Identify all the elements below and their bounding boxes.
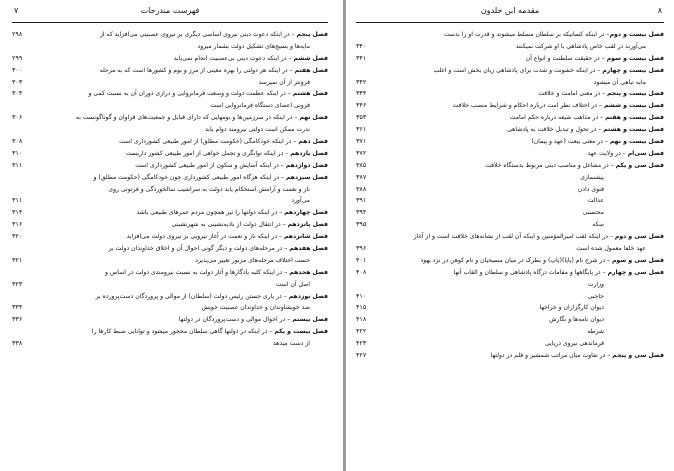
toc-page-number: ۳۷۲ <box>356 148 367 157</box>
toc-entry-text <box>38 88 328 100</box>
toc-page-number: ۳۴۲ <box>356 77 367 86</box>
chapter-heading: فصل بیست و یکم <box>274 328 328 336</box>
chapter-heading: فصل پنجم <box>296 30 328 38</box>
toc-entry <box>356 231 664 243</box>
chapter-heading: فصل سی و سوم <box>611 256 664 264</box>
chapter-description: حاجبی <box>587 292 604 300</box>
chapter-description: – در ولایت عهد <box>587 149 628 157</box>
toc-entry <box>356 207 664 219</box>
toc-page-number: ۴۱۵ <box>356 303 367 312</box>
chapter-description: – در اینکه لقب امیرالمؤمنین و اینکه آن لقب از نشانه‌های خلافت است و از آغاز <box>413 233 615 241</box>
toc-entry-text <box>38 326 328 338</box>
chapter-description: فرماندهی نیروی دریایی <box>544 340 604 348</box>
toc-page-number: ۴۲۲ <box>356 327 367 336</box>
chapter-heading: فصل یازدهم <box>290 149 328 157</box>
toc-entry <box>12 41 328 53</box>
toc-entry-text <box>382 184 664 196</box>
toc-entry-text <box>38 148 328 160</box>
chapter-description: از دست میدهد <box>272 340 310 348</box>
toc-entry-text <box>382 291 664 303</box>
toc-entry <box>356 184 664 196</box>
toc-page-number: ۳۹۱ <box>356 196 367 205</box>
toc-entry <box>12 88 328 100</box>
chapter-description: اصل آن است <box>275 280 310 288</box>
chapter-heading: فصل بیست و دوم <box>609 30 664 38</box>
running-title: فهرست مندرجات <box>140 6 200 15</box>
toc-entry-text <box>382 112 664 124</box>
chapter-description: – در اینکه هر دولتی را بهره معینی از مرز و بوم و کشورها است که به مرحله <box>99 66 295 74</box>
chapter-heading: فصل سی و چهارم <box>607 268 664 276</box>
chapter-description: – در اینکه آسایش و سکون از امور طبیعی کشورداری است <box>135 161 286 169</box>
chapter-description: – در اینکه دولتها را نیز همچون مردم عمرهای طبیعی باشد <box>136 209 285 217</box>
chapter-description: – در اختلاف نظر امت درباره احکام و شرایط منصب خلافت <box>452 102 604 110</box>
toc-page-number: ۴۲۳ <box>356 339 367 348</box>
chapter-heading: فصل سی‌ام <box>627 149 664 157</box>
toc-page-number: ۳۲۳ <box>12 279 23 288</box>
left-page <box>12 0 328 471</box>
chapter-description: عدالت <box>587 197 604 205</box>
toc-entry-text <box>382 350 664 362</box>
toc-page-number: ۴۰۸ <box>356 267 367 276</box>
chapter-heading: فصل بیست و پنجم <box>607 90 664 98</box>
chapter-description: دیوان نامه‌ها و نگارش <box>549 316 604 324</box>
toc-entry-text <box>382 314 664 326</box>
toc-entry-text <box>38 112 328 124</box>
toc-entry <box>356 136 664 148</box>
chapter-heading: فصل نهم <box>299 114 328 122</box>
right-page <box>356 0 664 471</box>
chapter-description: – در مشاغل و مناصب دینی مربوط بدستگاه خلافت <box>485 161 616 169</box>
toc-entry-text <box>382 231 664 243</box>
toc-entry <box>12 184 328 196</box>
page-gutter <box>343 0 346 471</box>
toc-entry <box>12 219 328 231</box>
toc-entry-text <box>38 255 328 267</box>
chapter-heading: فصل دهم <box>298 138 328 145</box>
toc-page-number: ۳۹۶ <box>356 244 367 253</box>
chapter-heading: فصل بیستم <box>292 316 328 324</box>
chapter-heading: فصل دوازدهم <box>285 161 328 169</box>
page-number: ۸ <box>657 6 662 15</box>
toc-entry-text <box>382 77 664 89</box>
toc-page-number: ۲۹۸ <box>12 29 23 38</box>
toc-entry-text <box>38 195 328 207</box>
toc-entry-text <box>38 279 328 291</box>
toc-entry <box>12 291 328 303</box>
toc-entry <box>356 255 664 267</box>
toc-entry <box>12 279 328 291</box>
chapter-description: شرطه <box>587 328 604 336</box>
toc-entry-text <box>382 100 664 112</box>
chapter-description: – در مرحله‌های دولت و دیگر گونی احوال آن و اخلاق خداوندان دولت بر <box>108 245 290 253</box>
chapter-heading: فصل هفتم <box>294 66 328 74</box>
chapter-description: – در حقیقت سلطنت و انواع آن <box>525 54 607 62</box>
toc-entry-text <box>38 207 328 219</box>
toc-entry-text <box>38 302 328 314</box>
toc-page-number: ۳۱۰ <box>12 148 23 157</box>
toc-page-number: ۳۰۴ <box>12 89 23 98</box>
toc-entry <box>356 124 664 136</box>
toc-entry <box>356 112 664 124</box>
toc-entry-text <box>382 29 664 41</box>
toc-page-number: ۳۰۰ <box>12 65 23 74</box>
chapter-description: – در اینکه دعوت دینی نیروی اساسی دیگری بر نیروی عصبیتی می‌افزاید که از <box>99 30 297 38</box>
toc-entry <box>356 195 664 207</box>
toc-entry <box>356 77 664 89</box>
running-title: مقدمه ابن خلدون <box>480 6 540 15</box>
chapter-description: – در پایگاهها و مقامات درگاه پادشاهی و سلطان و القاب آنها <box>453 268 608 276</box>
toc-entry-text <box>38 184 328 196</box>
toc-entry-text <box>38 338 328 350</box>
chapter-heading: فصل شانزدهم <box>283 233 328 241</box>
toc-entry-text <box>382 255 664 267</box>
toc-page-number: ۳۰۶ <box>12 113 23 122</box>
chapter-heading: فصل چهاردهم <box>284 209 328 217</box>
toc-entry <box>12 148 328 160</box>
toc-entry <box>356 53 664 65</box>
chapter-description: فزونتر از آن نمیرسد <box>258 78 310 86</box>
chapter-description: می‌آورند در لقب خاص پادشاهی با او شرکت نمیکنند <box>515 42 646 50</box>
toc-page-number: ۴۱۰ <box>356 291 367 300</box>
toc-page-number: ۴۰۱ <box>356 255 367 264</box>
toc-entry <box>356 326 664 338</box>
toc-entry <box>356 338 664 350</box>
toc-entry-text <box>382 124 664 136</box>
toc-entry-text <box>382 41 664 53</box>
chapter-description: – در یاری جستن رئیس دولت (سلطان) از موالی و پروردگان دست‌پرورده بر <box>95 292 289 300</box>
toc-entry <box>356 291 664 303</box>
chapter-description: عهد خلفا معمول شده است <box>576 245 646 253</box>
chapter-description: – در اینکه کسانیکه بر سلطان مسلط میشوند و قدرت او را بدست <box>443 30 610 38</box>
toc-entry-text <box>38 29 328 41</box>
toc-entry <box>356 267 664 279</box>
toc-page-number: ۳۴۴ <box>356 89 367 98</box>
toc-page-number: ۳۱۱ <box>12 196 23 205</box>
chapter-description: – در اینکه عظمت دولت و وسعت فرمانروایی و درازی دوران آن به نسبت کمی و <box>88 90 293 98</box>
toc-page-number: ۳۰۳ <box>12 77 23 86</box>
toc-entry-text <box>382 338 664 350</box>
toc-entry <box>12 255 328 267</box>
toc-page-number: ۳۴۱ <box>356 53 367 62</box>
toc-entry-text <box>382 219 664 231</box>
chapter-description: وزارت <box>587 280 604 288</box>
toc-page-number: ۳۰۸ <box>12 137 23 145</box>
toc-entry-text <box>382 148 664 160</box>
toc-page-number: ۳۴۶ <box>356 101 367 110</box>
chapter-heading: فصل هشتم <box>292 90 328 98</box>
toc-entry <box>356 160 664 172</box>
toc-entry <box>12 231 328 243</box>
toc-page-number: ۴۱۸ <box>356 315 367 324</box>
toc-entry <box>12 100 328 112</box>
toc-entry <box>356 65 664 77</box>
toc-entry <box>356 41 664 53</box>
toc-entry-text <box>38 136 328 148</box>
toc-entry-text <box>382 136 664 148</box>
chapter-heading: فصل سی و یکم <box>615 161 664 169</box>
toc-entry <box>12 314 328 326</box>
toc-page-number: ۳۹۵ <box>356 220 367 229</box>
chapter-heading: فصل بیست و هفتم <box>605 114 664 122</box>
chapter-description: ندرت ممکن است دولتی نیرومند دوام یابد <box>205 126 310 134</box>
chapter-description: محتسبی <box>582 209 604 217</box>
toc-page-number: ۳۳۶ <box>12 315 23 324</box>
toc-entry <box>356 100 664 112</box>
chapter-description: – در اینکه کلیه یادگارها و آثار دولت به نسبت نیرومندی دولت در اساس و <box>104 268 290 276</box>
toc-entry-text <box>382 302 664 314</box>
toc-page-number: ۳۳۸ <box>12 339 23 348</box>
toc-entry <box>12 267 328 279</box>
toc-entry <box>12 65 328 77</box>
toc-entry-text <box>38 65 328 77</box>
toc-page-number: ۳۵۳ <box>356 113 367 122</box>
toc-page-number: ۳۷۱ <box>356 137 367 145</box>
chapter-heading: فصل بیست و نهم <box>609 138 664 145</box>
toc-entry <box>356 243 664 255</box>
chapter-heading: فصل بیست و هشتم <box>603 126 664 134</box>
chapter-heading: فصل بیست و چهارم <box>602 66 664 74</box>
chapter-description: ضد خویشاوندان و خداوندان عصبیت خویش <box>201 304 310 312</box>
toc-entry-text <box>382 267 664 279</box>
toc-entry-text <box>38 314 328 326</box>
chapter-description: مایه تباهی آن میشود <box>593 78 646 86</box>
toc-entry <box>356 219 664 231</box>
toc-page-number: ۳۴۰ <box>356 41 367 50</box>
toc-page-number: ۳۹۴ <box>356 208 367 217</box>
chapter-description: – در معنی بیعت (عهد و پیمان) <box>531 138 610 145</box>
toc-entry <box>356 279 664 291</box>
toc-entry-text <box>38 172 328 184</box>
toc-page-number: ۳۸۵ <box>356 160 367 169</box>
toc-entry-text <box>382 53 664 65</box>
chapter-description: – در تحول و تبدیل خلافت به پادشاهی <box>507 126 604 134</box>
chapter-description: – در اینکه در دولتها گاهی سلطان محجور میشود و توانایی ضبط کارها را <box>91 328 275 336</box>
chapter-description: – در احوال موالی و دست‌پروردگان در دولتها <box>178 316 293 324</box>
toc-entry <box>12 195 328 207</box>
toc-entry-text <box>382 65 664 77</box>
chapter-description: – در اینکه در سرزمین‌ها و بومهایی که دارای قبایل و جمعیت‌های فراوان و گوناگونست به <box>75 114 300 122</box>
toc-entry-text <box>38 243 328 255</box>
chapter-description: – در شرح نام (پاپا)(پاپ) و بطرک در میان مسیحیان و نام کوهن در نزد یهود <box>420 256 612 264</box>
toc-page-number: ۴۲۷ <box>356 351 367 360</box>
page-header <box>12 4 328 23</box>
chapter-heading: فصل سی و پنجم <box>612 352 664 360</box>
toc-entry <box>12 302 328 314</box>
chapter-description: – در اینکه توانگری و تجمل خواهی از امور طبیعی کشور داریست <box>125 149 291 157</box>
chapter-description: مایه‌ها و بسیج‌های تشکیل دولت بشمار میرود <box>197 42 310 50</box>
toc-page-number: ۳۱۶ <box>12 220 23 229</box>
chapter-heading: فصل ششم <box>293 54 328 62</box>
toc-entry-text <box>382 279 664 291</box>
toc-entry-text <box>38 160 328 172</box>
chapter-description: حسب اختلاف مرحله‌های مزبور تغییر می‌پذیرد <box>195 256 310 264</box>
toc-entry <box>12 112 328 124</box>
toc-entry-text <box>38 124 328 136</box>
toc-entry <box>356 29 664 41</box>
toc-entry <box>12 338 328 350</box>
chapter-description: – در اینکه دعوت دینی بی‌عصبیت انجام نمی‌یابد <box>173 54 294 62</box>
chapter-description: – در مذاهب شیعه درباره حکم امامت <box>509 114 606 122</box>
chapter-description: – در اینکه هرگاه امور طبیعی کشورداری چون خودکامگی (حکومت مطلق) و <box>93 173 287 181</box>
toc-entry <box>12 207 328 219</box>
chapter-description: – در اینکه ناز و نعمت در آغاز نیرویی بر نیروی دولت می‌افزاید <box>126 233 284 241</box>
chapter-description: – در اینکه خشونت و شدت برای پادشاهی زیان بخش است و اغلب <box>433 66 603 74</box>
toc-entry-text <box>382 172 664 184</box>
toc-entry <box>12 77 328 89</box>
toc-page-number: ۳۲۱ <box>12 255 23 264</box>
chapter-description: – در معنی امامت و خلافت <box>538 90 608 98</box>
toc-page-number: ۲۹۹ <box>12 53 23 62</box>
chapter-heading: فصل سیزدهم <box>286 173 328 181</box>
chapter-description: فزونی اعضای دستگاه فرمانروایی است <box>210 102 310 110</box>
toc-entry-text <box>38 53 328 65</box>
toc-entry-text <box>382 243 664 255</box>
toc-entry <box>12 326 328 338</box>
toc-list <box>12 29 328 350</box>
toc-page-number: ۳۸۸ <box>356 184 367 193</box>
chapter-description: – در تفاوت میان مراتب شمشیر و قلم در دولتها <box>490 352 613 360</box>
chapter-heading: فصل بیست و ششم <box>604 102 664 110</box>
chapter-description: سکه <box>592 221 604 229</box>
page-header <box>356 4 664 23</box>
toc-entry <box>356 88 664 100</box>
chapter-heading: فصل پانزدهم <box>287 221 328 229</box>
toc-entry-text <box>382 160 664 172</box>
chapter-description: – در انتقال دولت از بادیه‌نشینی به شهرنشینی <box>171 221 288 229</box>
toc-entry-text <box>38 41 328 53</box>
chapter-heading: فصل بیست و سوم <box>606 54 664 62</box>
toc-entry <box>356 314 664 326</box>
toc-entry-text <box>38 267 328 279</box>
toc-entry <box>12 29 328 41</box>
toc-page-number: ۳۳۴ <box>12 303 23 312</box>
toc-entry <box>12 160 328 172</box>
chapter-description: فتوی دادن <box>577 185 604 193</box>
toc-entry-text <box>382 195 664 207</box>
toc-page-number: ۳۲۰ <box>12 232 23 241</box>
toc-entry <box>12 53 328 65</box>
toc-entry <box>356 148 664 160</box>
chapter-description: – در اینکه خودکامگی (حکومت مطلق) از امور طبیعی کشورداری است <box>119 138 299 145</box>
toc-entry-text <box>382 207 664 219</box>
toc-page-number: ۳۶۱ <box>356 125 367 134</box>
toc-entry-text <box>38 231 328 243</box>
chapter-description: می‌آورد <box>291 197 310 205</box>
toc-entry-text <box>382 326 664 338</box>
chapter-description: دیوان کارگزاران و خراجها <box>539 304 604 312</box>
toc-entry-text <box>38 219 328 231</box>
toc-entry-text <box>38 100 328 112</box>
toc-entry <box>12 243 328 255</box>
toc-list <box>356 29 664 362</box>
chapter-description: ناز و نعمت و آرامش استحکام یابد دولت به سراشیب سالخوردگی و فرتوتی روی <box>108 185 310 193</box>
toc-entry <box>12 124 328 136</box>
toc-entry-text <box>382 88 664 100</box>
chapter-heading: فصل سی و دوم <box>614 233 664 241</box>
toc-entry <box>12 172 328 184</box>
page-number: ۷ <box>14 6 19 15</box>
chapter-heading: فصل هجدهم <box>289 268 328 276</box>
toc-entry-text <box>38 77 328 89</box>
chapter-description: پیشنمازی <box>580 173 604 181</box>
toc-entry-text <box>38 291 328 303</box>
toc-entry <box>12 136 328 148</box>
toc-page-number: ۳۱۴ <box>12 208 23 217</box>
toc-entry <box>356 350 664 362</box>
chapter-heading: فصل نوزدهم <box>288 292 328 300</box>
toc-page-number: ۳۸۷ <box>356 172 367 181</box>
toc-page-number: ۳۱۱ <box>12 160 23 169</box>
toc-entry <box>356 172 664 184</box>
toc-entry <box>356 302 664 314</box>
chapter-heading: فصل هفدهم <box>289 245 328 253</box>
